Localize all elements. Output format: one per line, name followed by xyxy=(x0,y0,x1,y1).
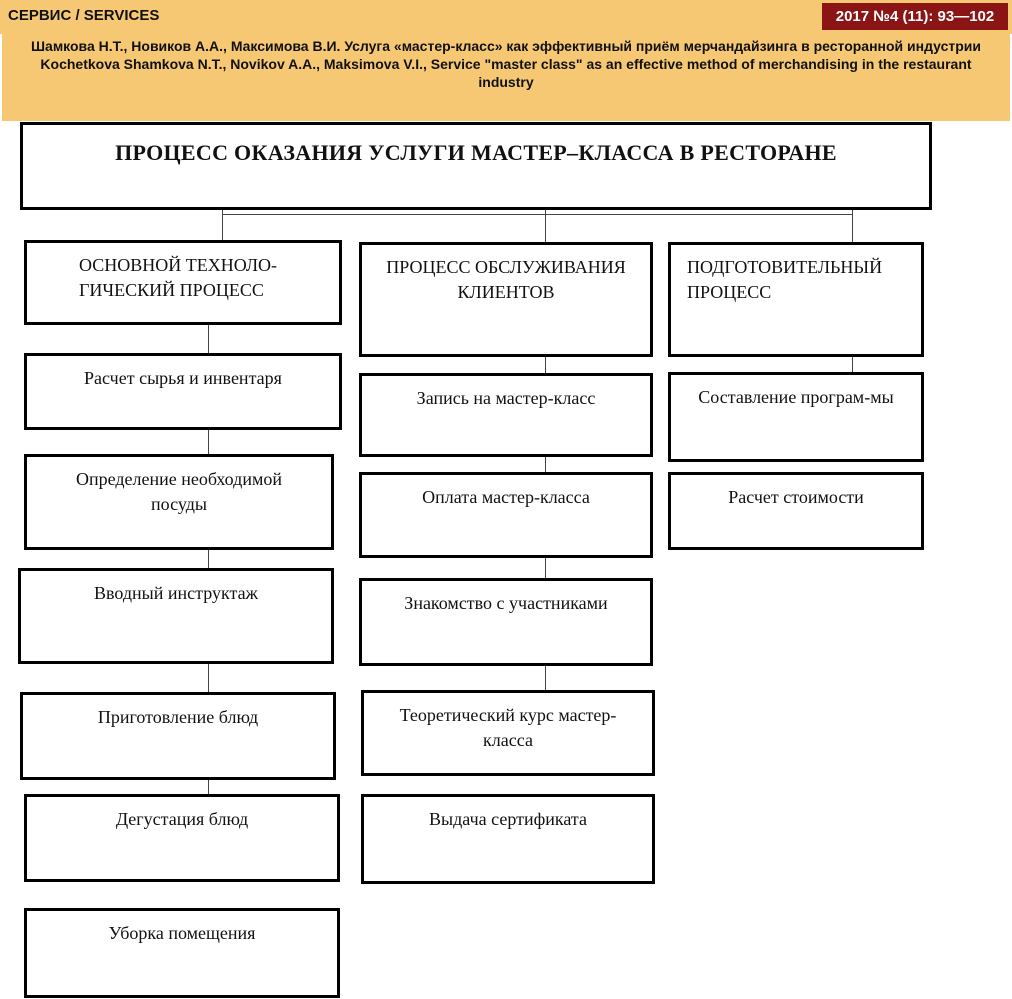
citation-english: Kochetkova Shamkova N.T., Novikov A.A., Maksimova V.I., Service "master class" as an effective method of merchandising in the restaurant industry xyxy=(40,56,972,90)
tech-step-box xyxy=(24,454,334,550)
branch-heading: ПРОЦЕСС ОБСЛУЖИВАНИЯ КЛИЕНТОВ xyxy=(386,257,626,302)
connector-line xyxy=(545,664,546,692)
journal-section-label: СЕРВИС / SERVICES xyxy=(8,7,160,24)
service-step-box xyxy=(359,472,653,558)
step-label: Составление програм-мы xyxy=(698,387,894,407)
tech-step-box xyxy=(20,692,336,780)
service-step-box xyxy=(361,690,655,776)
prep-step-box xyxy=(668,372,924,462)
step-label: Расчет сырья и инвентаря xyxy=(84,368,282,388)
journal-issue-badge: 2017 №4 (11): 93—102 xyxy=(822,3,1008,30)
connector-line xyxy=(222,208,223,242)
citation-block xyxy=(2,34,1010,121)
journal-header-bar xyxy=(0,0,1012,34)
diagram-title-box xyxy=(20,122,932,210)
step-label: Оплата мастер-класса xyxy=(422,487,590,507)
connector-line xyxy=(208,662,209,694)
connector-line xyxy=(222,214,852,215)
step-label: Вводный инструктаж xyxy=(93,583,258,603)
connector-line xyxy=(208,322,209,355)
step-label: Определение необходимой посуды xyxy=(76,469,282,514)
service-step-box xyxy=(359,373,653,457)
tech-step-box xyxy=(24,794,340,882)
service-step-box xyxy=(359,578,653,666)
tech-step-box xyxy=(24,353,342,430)
connector-line xyxy=(545,208,546,244)
step-label: Расчет стоимости xyxy=(728,487,864,507)
preparatory-process-box xyxy=(668,242,924,357)
step-label: Выдача сертификата xyxy=(429,809,587,829)
branch-heading: ПОДГОТОВИТЕЛЬНЫЙ ПРОЦЕСС xyxy=(687,257,883,302)
step-label: Уборка помещения xyxy=(108,923,256,943)
step-label: Дегустация блюд xyxy=(115,809,249,829)
prep-step-box xyxy=(668,472,924,550)
connector-line xyxy=(208,428,209,456)
client-service-process-box xyxy=(359,242,653,357)
step-label: Теоретический курс мастер-класса xyxy=(399,705,617,750)
connector-line xyxy=(208,548,209,570)
service-step-box xyxy=(361,794,655,884)
step-label: Запись на мастер-класс xyxy=(416,388,596,408)
tech-step-box xyxy=(18,568,334,664)
connector-line xyxy=(545,556,546,580)
step-label: Знакомство с участниками xyxy=(404,593,608,613)
step-label: Приготовление блюд xyxy=(97,707,259,727)
diagram-title: ПРОЦЕСС ОКАЗАНИЯ УСЛУГИ МАСТЕР–КЛАССА В РЕСТОРАНЕ xyxy=(115,140,837,165)
main-technological-process-box xyxy=(24,240,342,325)
branch-heading: ОСНОВНОЙ ТЕХНОЛО-ГИЧЕСКИЙ ПРОЦЕСС xyxy=(79,255,278,300)
connector-line xyxy=(852,208,853,244)
citation-russian: Шамкова Н.Т., Новиков А.А., Максимова В.И. Услуга «мастер-класс» как эффективный приём мерчандайзинга в ресторанной индустрии xyxy=(30,38,982,54)
connector-line xyxy=(545,355,546,375)
tech-step-box xyxy=(24,908,340,998)
